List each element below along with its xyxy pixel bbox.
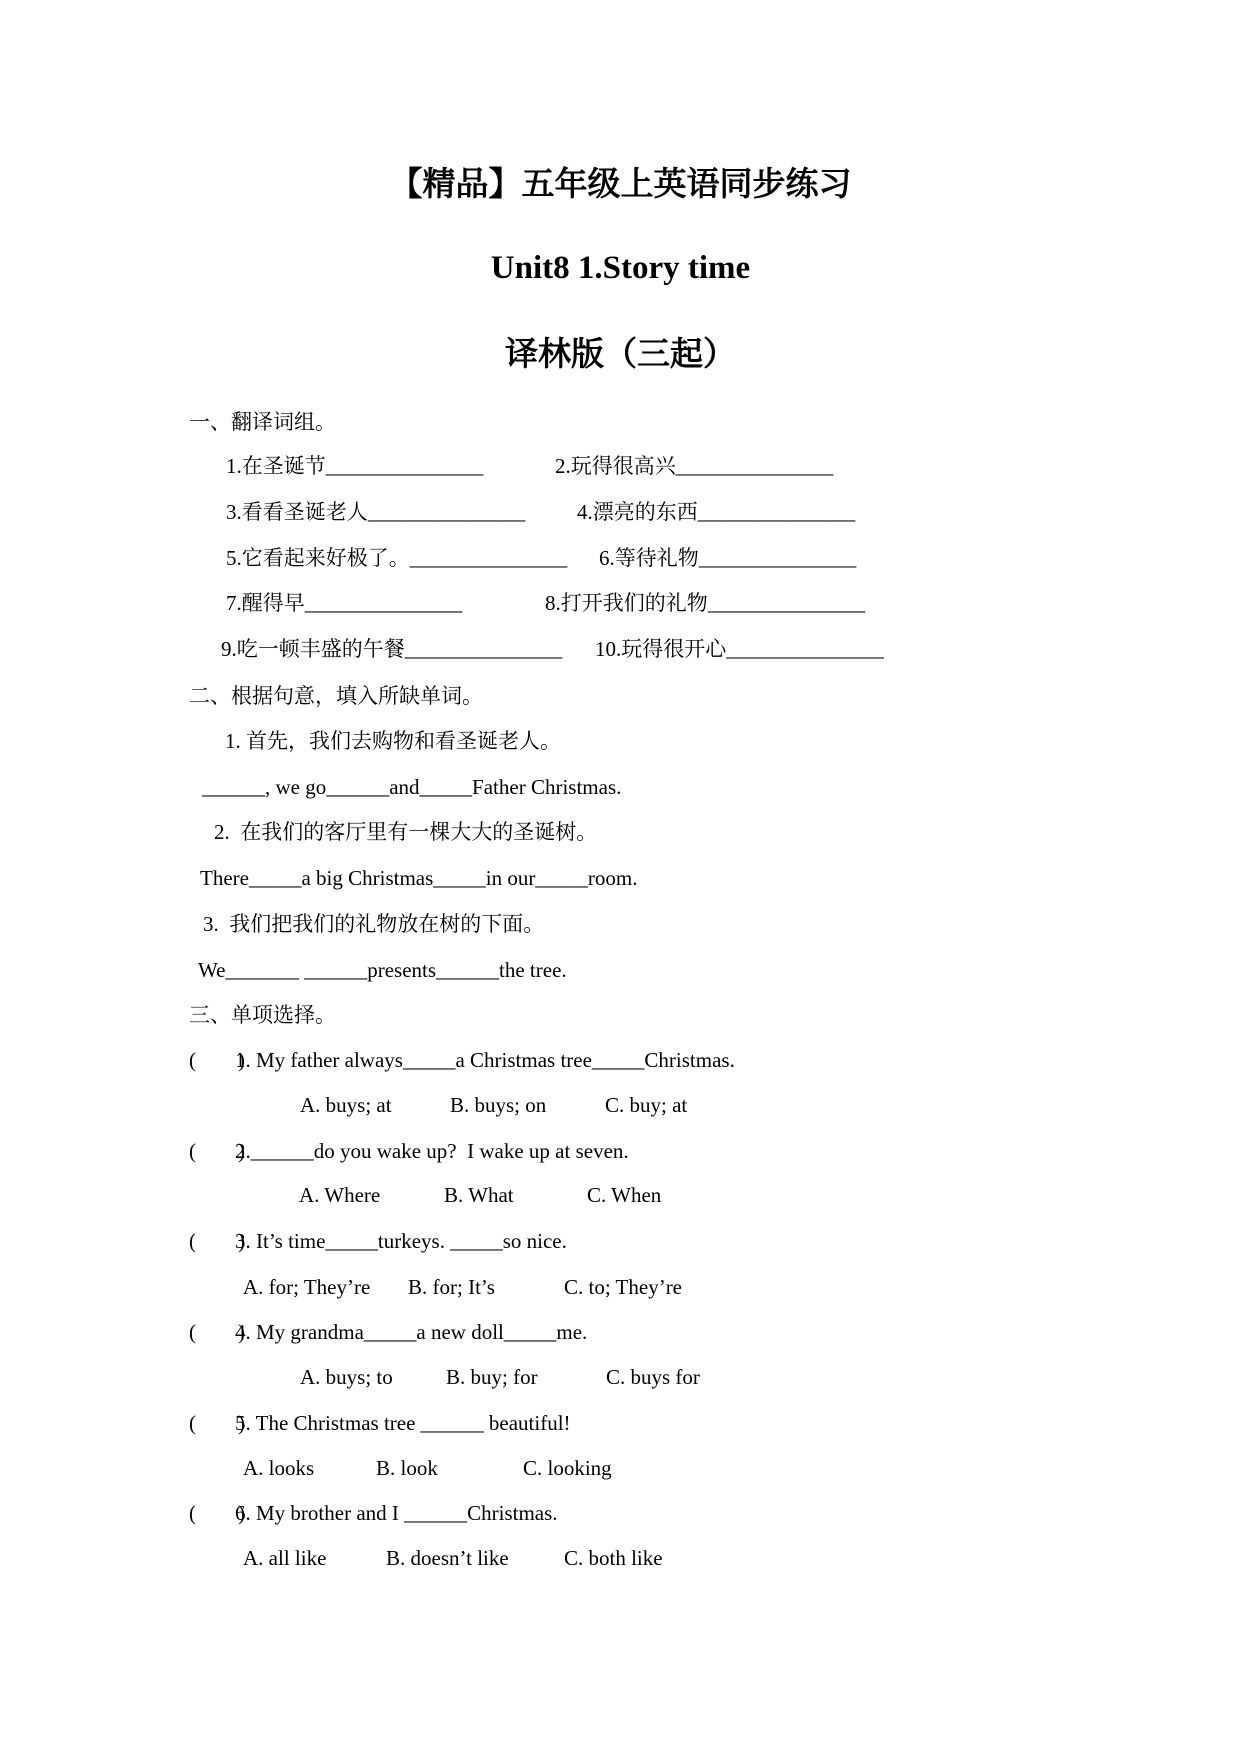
answer-paren: ( ) (189, 1320, 245, 1344)
question-text: 6. My brother and I ______Christmas. (235, 1501, 558, 1525)
option-b: B. What (444, 1183, 514, 1207)
answer-paren: ( ) (189, 1229, 245, 1253)
section3-heading: 三、单项选择。 (189, 1003, 336, 1027)
phrase-item: 6.等待礼物_______________ (599, 546, 857, 570)
question-text: 3. It’s time_____turkeys. _____so nice. (235, 1229, 567, 1253)
answer-paren: ( ) (189, 1411, 245, 1435)
answer-paren: ( ) (189, 1501, 245, 1525)
phrase-item: 7.醒得早_______________ (226, 591, 463, 615)
section1-heading: 一、翻译词组。 (189, 410, 336, 434)
fill-item-chinese: 1. 首先，我们去购物和看圣诞老人。 (225, 729, 561, 753)
option-c: C. buy; at (605, 1093, 688, 1117)
option-c: C. When (587, 1183, 662, 1207)
edition-title: 译林版（三起） (505, 337, 736, 373)
phrase-item: 10.玩得很开心_______________ (595, 637, 884, 661)
option-a: A. for; They’re (243, 1275, 371, 1299)
fill-item-chinese: 3. 我们把我们的礼物放在树的下面。 (203, 912, 545, 936)
option-b: B. buys; on (450, 1093, 547, 1117)
phrase-item: 4.漂亮的东西_______________ (577, 500, 856, 524)
question-text: 4. My grandma_____a new doll_____me. (235, 1320, 588, 1344)
question-text: 1. My father always_____a Christmas tree_____Christmas. (235, 1048, 735, 1072)
phrase-item: 9.吃一顿丰盛的午餐_______________ (221, 637, 563, 661)
option-c: C. buys for (606, 1365, 700, 1389)
phrase-item: 8.打开我们的礼物_______________ (545, 591, 866, 615)
document-title: 【精品】五年级上英语同步练习 (389, 167, 852, 203)
option-a: A. buys; to (300, 1365, 393, 1389)
fill-item-english: We_______ ______presents______the tree. (198, 958, 567, 982)
section2-heading: 二、根据句意，填入所缺单词。 (189, 684, 483, 708)
phrase-item: 5.它看起来好极了。_______________ (226, 546, 568, 570)
question-text: 5. The Christmas tree ______ beautiful! (235, 1411, 571, 1435)
option-b: B. look (376, 1456, 438, 1480)
option-b: B. buy; for (446, 1365, 538, 1389)
option-a: A. Where (299, 1183, 381, 1207)
fill-item-chinese: 2. 在我们的客厅里有一棵大大的圣诞树。 (214, 820, 598, 844)
option-a: A. all like (243, 1546, 327, 1570)
option-c: C. looking (523, 1456, 612, 1480)
answer-paren: ( ) (189, 1048, 245, 1072)
option-c: C. to; They’re (564, 1275, 683, 1299)
option-b: B. for; It’s (408, 1275, 495, 1299)
phrase-item: 1.在圣诞节_______________ (226, 454, 484, 478)
option-c: C. both like (564, 1546, 663, 1570)
fill-item-english: There_____a big Christmas_____in our_____room. (200, 866, 638, 890)
option-a: A. looks (243, 1456, 315, 1480)
option-a: A. buys; at (300, 1093, 392, 1117)
unit-title: Unit8 1.Story time (490, 250, 751, 286)
fill-item-english: ______, we go______and_____Father Christmas. (202, 775, 622, 799)
phrase-item: 2.玩得很高兴_______________ (555, 454, 834, 478)
phrase-item: 3.看看圣诞老人_______________ (226, 500, 526, 524)
question-text: 2.______do you wake up? I wake up at seven. (235, 1139, 629, 1163)
option-b: B. doesn’t like (386, 1546, 509, 1570)
answer-paren: ( ) (189, 1139, 245, 1163)
